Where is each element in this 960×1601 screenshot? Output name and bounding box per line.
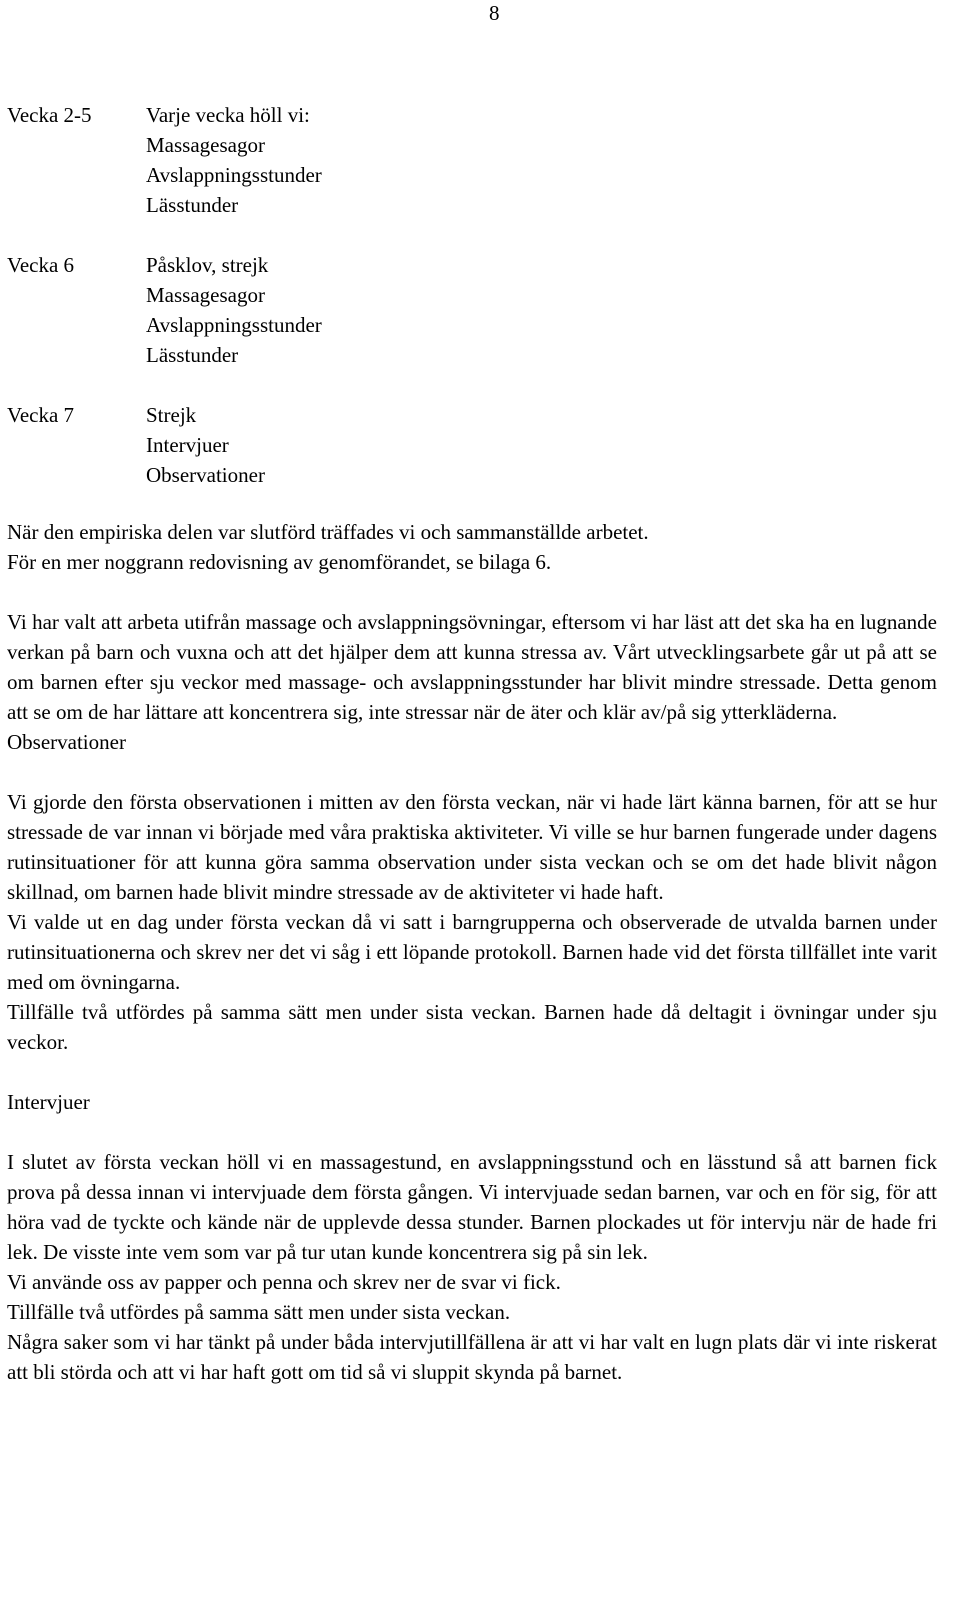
observationer-paragraph-2: Vi valde ut en dag under första veckan då vi satt i barngrupperna och observerade de utvalda barnen under rutinsituationerna och skrev ner det vi såg i ett löpande protokoll. Barnen hade vid det första tillfället inte varit med om övningarna. xyxy=(7,910,937,994)
schedule-week-7 xyxy=(7,400,937,490)
section-heading-intervjuer: Intervjuer xyxy=(7,1090,90,1114)
intervjuer-paragraph-2: Vi använde oss av papper och penna och skrev ner de svar vi fick. xyxy=(7,1270,561,1294)
observationer-paragraph-1: Vi gjorde den första observationen i mitten av den första veckan, när vi hade lärt känna barnen, för att se hur stressade de var innan vi började med våra praktiska aktiviteter. Vi ville se hur barnen fungerade under dagens rutinsituationer för att kunna göra samma observation under sista veckan och se om det hade blivit någon skillnad, om barnen hade blivit mindre stressade av de aktiviteter vi hade haft. xyxy=(7,790,937,904)
week-item: Avslappningsstunder xyxy=(146,313,322,337)
summary-line-1: När den empiriska delen var slutförd träffades vi och sammanställde arbetet. xyxy=(7,520,649,544)
week-item: Massagesagor xyxy=(146,133,265,157)
observationer-paragraph-3: Tillfälle två utfördes på samma sätt men under sista veckan. Barnen hade då deltagit i övningar under sju veckor. xyxy=(7,1000,937,1054)
week-item: Strejk xyxy=(146,403,197,427)
week-items xyxy=(146,400,265,490)
week-items xyxy=(146,100,322,220)
week-label: Vecka 6 xyxy=(7,253,75,277)
week-item: Massagesagor xyxy=(146,283,265,307)
intervjuer-paragraph-3: Tillfälle två utfördes på samma sätt men under sista veckan. xyxy=(7,1300,511,1324)
schedule xyxy=(7,100,937,520)
schedule-week-2-5 xyxy=(7,100,937,220)
schedule-week-6 xyxy=(7,250,937,370)
summary-line-2: För en mer noggrann redovisning av genomförandet, se bilaga 6. xyxy=(7,550,552,574)
motivation-paragraph: Vi har valt att arbeta utifrån massage och avslappningsövningar, eftersom vi har läst att det ska ha en lugnande verkan på barn och vuxna och att det hjälper dem att kunna stressa av. Vårt utvecklingsarbete går ut på att se om barnen efter sju veckor med massage- och avslappningsstunder har blivit mindre stressade. Detta genom att se om de har lättare att koncentrera sig, inte stressar när de äter och klär av/på sig ytterkläderna. xyxy=(7,610,937,724)
week-item: Observationer xyxy=(146,463,265,487)
intervjuer-paragraph-1: I slutet av första veckan höll vi en massagestund, en avslappningsstund och en lässtund så att barnen fick prova på dessa innan vi intervjuade dem första gången. Vi intervjuade sedan barnen, var och en för sig, för att höra vad de tyckte och kände när de upplevde dessa stunder. Barnen plockades ut för intervju när de hade fri lek. De visste inte vem som var på tur utan kunde koncentrera sig på sin lek. xyxy=(7,1150,937,1264)
week-item: Påsklov, strejk xyxy=(146,253,269,277)
intervjuer-paragraph-4: Några saker som vi har tänkt på under båda intervjutillfällena är att vi har valt en lugn plats där vi inte riskerat att bli störda och att vi har haft gott om tid så vi sluppit skynda på barnet. xyxy=(7,1330,937,1384)
week-item: Lässtunder xyxy=(146,343,239,367)
document-body xyxy=(7,517,937,1387)
week-label: Vecka 7 xyxy=(7,403,75,427)
page-number: 8 xyxy=(489,1,500,25)
week-item: Lässtunder xyxy=(146,193,239,217)
week-item: Avslappningsstunder xyxy=(146,163,322,187)
week-item: Varje vecka höll vi: xyxy=(146,103,310,127)
section-heading-observationer: Observationer xyxy=(7,730,126,754)
week-label: Vecka 2-5 xyxy=(7,103,92,127)
week-items xyxy=(146,250,322,370)
week-item: Intervjuer xyxy=(146,433,229,457)
